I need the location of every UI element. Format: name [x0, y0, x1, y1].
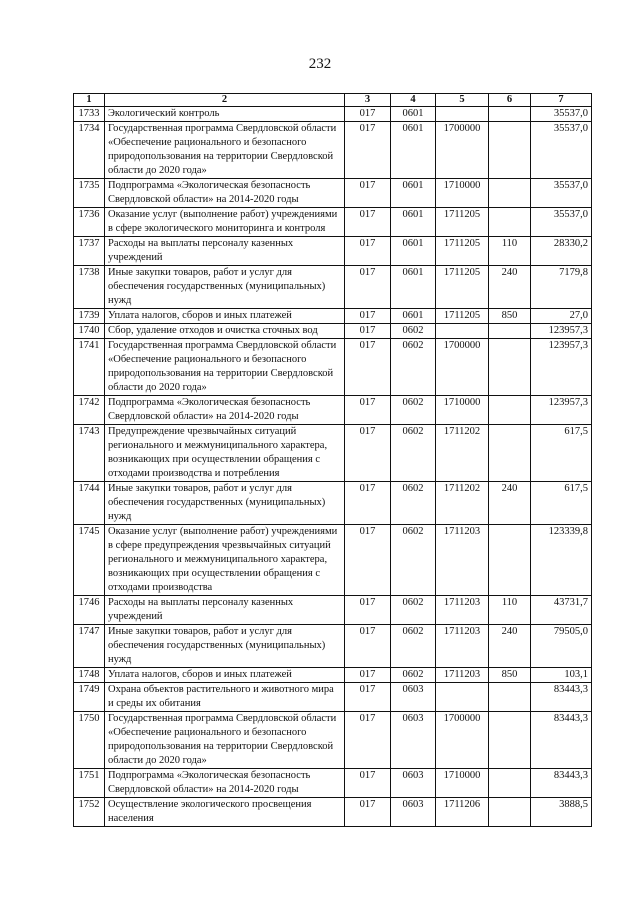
row-number: 1744: [74, 482, 105, 525]
row-code-4: 0603: [391, 712, 436, 769]
row-code-5: [436, 324, 489, 339]
row-code-6: [489, 769, 531, 798]
row-code-4: 0602: [391, 339, 436, 396]
row-name: Государственная программа Свердловской области «Обеспечение рационального и безопасного природопользования на территории Свердловской области до 2020 года»: [105, 339, 345, 396]
row-number: 1747: [74, 625, 105, 668]
row-code-6: 110: [489, 237, 531, 266]
row-code-5: 1711205: [436, 266, 489, 309]
row-amount: 83443,3: [531, 712, 592, 769]
row-code-4: 0602: [391, 425, 436, 482]
row-code-6: 240: [489, 482, 531, 525]
row-name: Расходы на выплаты персоналу казенных учреждений: [105, 237, 345, 266]
page-number: 232: [308, 56, 332, 72]
row-code-5: 1700000: [436, 122, 489, 179]
row-name: Охрана объектов растительного и животного мира и среды их обитания: [105, 683, 345, 712]
row-code-3: 017: [345, 668, 391, 683]
row-code-3: 017: [345, 769, 391, 798]
row-code-4: 0602: [391, 668, 436, 683]
row-code-3: 017: [345, 683, 391, 712]
row-code-5: [436, 683, 489, 712]
row-number: 1750: [74, 712, 105, 769]
row-amount: 83443,3: [531, 683, 592, 712]
table-row: [74, 712, 592, 769]
table-row: [74, 798, 592, 827]
row-code-4: 0601: [391, 309, 436, 324]
row-number: 1743: [74, 425, 105, 482]
row-code-3: 017: [345, 525, 391, 596]
row-code-3: 017: [345, 237, 391, 266]
table-row: [74, 237, 592, 266]
row-code-6: [489, 339, 531, 396]
row-name: Подпрограмма «Экологическая безопасность Свердловской области» на 2014-2020 годы: [105, 179, 345, 208]
row-code-5: 1711205: [436, 237, 489, 266]
row-code-4: 0601: [391, 237, 436, 266]
row-code-6: [489, 712, 531, 769]
row-code-3: 017: [345, 712, 391, 769]
row-code-3: 017: [345, 208, 391, 237]
row-code-3: 017: [345, 122, 391, 179]
row-name: Подпрограмма «Экологическая безопасность Свердловской области» на 2014-2020 годы: [105, 396, 345, 425]
row-name: Уплата налогов, сборов и иных платежей: [105, 668, 345, 683]
row-number: 1749: [74, 683, 105, 712]
header-col-7: 7: [531, 94, 592, 107]
row-code-6: [489, 208, 531, 237]
table-row: [74, 324, 592, 339]
table-row: [74, 625, 592, 668]
row-code-3: 017: [345, 625, 391, 668]
table-row: [74, 668, 592, 683]
row-code-5: 1700000: [436, 339, 489, 396]
table-header-row: [74, 94, 592, 107]
row-number: 1739: [74, 309, 105, 324]
row-number: 1745: [74, 525, 105, 596]
row-code-5: 1711203: [436, 668, 489, 683]
row-amount: 3888,5: [531, 798, 592, 827]
row-code-6: [489, 683, 531, 712]
table-row: [74, 208, 592, 237]
row-code-6: [489, 179, 531, 208]
row-code-3: 017: [345, 396, 391, 425]
row-code-3: 017: [345, 324, 391, 339]
row-code-5: 1711202: [436, 425, 489, 482]
row-code-6: 240: [489, 625, 531, 668]
row-code-5: 1711205: [436, 208, 489, 237]
table-row: [74, 122, 592, 179]
table-row: [74, 179, 592, 208]
row-code-4: 0602: [391, 396, 436, 425]
row-name: Расходы на выплаты персоналу казенных учреждений: [105, 596, 345, 625]
row-code-4: 0601: [391, 266, 436, 309]
row-code-5: 1700000: [436, 712, 489, 769]
row-code-5: 1711203: [436, 525, 489, 596]
row-number: 1751: [74, 769, 105, 798]
row-number: 1740: [74, 324, 105, 339]
row-code-6: 240: [489, 266, 531, 309]
header-col-5: 5: [436, 94, 489, 107]
row-name: Осуществление экологического просвещения населения: [105, 798, 345, 827]
table-row: [74, 769, 592, 798]
row-code-6: [489, 396, 531, 425]
header-col-2: 2: [105, 94, 345, 107]
row-name: Оказание услуг (выполнение работ) учреждениями в сфере предупреждения чрезвычайных ситуаций регионального и межмуниципального характера, возникающих при осуществлении обращения с отходами производства: [105, 525, 345, 596]
row-code-6: [489, 425, 531, 482]
row-name: Оказание услуг (выполнение работ) учреждениями в сфере экологического мониторинга и контроля: [105, 208, 345, 237]
row-amount: 35537,0: [531, 208, 592, 237]
row-code-4: 0601: [391, 122, 436, 179]
row-amount: 35537,0: [531, 107, 592, 122]
row-code-4: 0602: [391, 525, 436, 596]
row-code-6: 110: [489, 596, 531, 625]
row-code-5: 1710000: [436, 769, 489, 798]
row-code-5: 1711205: [436, 309, 489, 324]
row-code-3: 017: [345, 107, 391, 122]
row-amount: 7179,8: [531, 266, 592, 309]
row-name: Иные закупки товаров, работ и услуг для обеспечения государственных (муниципальных) нужд: [105, 266, 345, 309]
row-name: Иные закупки товаров, работ и услуг для обеспечения государственных (муниципальных) нужд: [105, 482, 345, 525]
row-name: Сбор, удаление отходов и очистка сточных вод: [105, 324, 345, 339]
row-code-6: [489, 798, 531, 827]
row-number: 1734: [74, 122, 105, 179]
row-code-3: 017: [345, 596, 391, 625]
row-name: Уплата налогов, сборов и иных платежей: [105, 309, 345, 324]
table-row: [74, 596, 592, 625]
row-amount: 617,5: [531, 425, 592, 482]
row-code-5: 1711203: [436, 625, 489, 668]
row-number: 1748: [74, 668, 105, 683]
row-amount: 28330,2: [531, 237, 592, 266]
row-number: 1733: [74, 107, 105, 122]
row-number: 1742: [74, 396, 105, 425]
row-number: 1738: [74, 266, 105, 309]
row-number: 1746: [74, 596, 105, 625]
row-number: 1741: [74, 339, 105, 396]
header-col-3: 3: [345, 94, 391, 107]
row-name: Предупреждение чрезвычайных ситуаций регионального и межмуниципального характера, возникающих при осуществлении обращения с отходами производства и потребления: [105, 425, 345, 482]
table-row: [74, 525, 592, 596]
row-code-6: [489, 525, 531, 596]
row-code-5: 1711203: [436, 596, 489, 625]
row-amount: 79505,0: [531, 625, 592, 668]
row-amount: 27,0: [531, 309, 592, 324]
row-code-4: 0602: [391, 625, 436, 668]
row-code-3: 017: [345, 179, 391, 208]
row-amount: 35537,0: [531, 179, 592, 208]
row-amount: 617,5: [531, 482, 592, 525]
row-amount: 123957,3: [531, 339, 592, 396]
row-code-4: 0602: [391, 482, 436, 525]
row-code-6: 850: [489, 309, 531, 324]
table-row: [74, 396, 592, 425]
header-col-4: 4: [391, 94, 436, 107]
row-number: 1737: [74, 237, 105, 266]
header-col-1: 1: [74, 94, 105, 107]
row-code-3: 017: [345, 482, 391, 525]
row-code-6: [489, 324, 531, 339]
row-code-4: 0602: [391, 596, 436, 625]
row-name: Подпрограмма «Экологическая безопасность Свердловской области» на 2014-2020 годы: [105, 769, 345, 798]
row-number: 1735: [74, 179, 105, 208]
table-row: [74, 266, 592, 309]
table-row: [74, 425, 592, 482]
row-code-5: [436, 107, 489, 122]
row-amount: 35537,0: [531, 122, 592, 179]
row-code-3: 017: [345, 339, 391, 396]
row-amount: 123957,3: [531, 324, 592, 339]
row-code-6: [489, 122, 531, 179]
row-code-3: 017: [345, 425, 391, 482]
row-amount: 83443,3: [531, 769, 592, 798]
row-number: 1752: [74, 798, 105, 827]
row-amount: 103,1: [531, 668, 592, 683]
row-code-3: 017: [345, 798, 391, 827]
row-code-5: 1711206: [436, 798, 489, 827]
row-code-4: 0601: [391, 107, 436, 122]
row-code-3: 017: [345, 266, 391, 309]
row-code-3: 017: [345, 309, 391, 324]
table-row: [74, 309, 592, 324]
table-row: [74, 482, 592, 525]
row-amount: 123339,8: [531, 525, 592, 596]
row-number: 1736: [74, 208, 105, 237]
row-code-5: 1711202: [436, 482, 489, 525]
table-row: [74, 683, 592, 712]
row-amount: 43731,7: [531, 596, 592, 625]
row-code-5: 1710000: [436, 396, 489, 425]
row-code-6: 850: [489, 668, 531, 683]
row-amount: 123957,3: [531, 396, 592, 425]
row-code-4: 0603: [391, 798, 436, 827]
row-name: Государственная программа Свердловской области «Обеспечение рационального и безопасного природопользования на территории Свердловской области до 2020 года»: [105, 712, 345, 769]
row-name: Государственная программа Свердловской области «Обеспечение рационального и безопасного природопользования на территории Свердловской области до 2020 года»: [105, 122, 345, 179]
budget-table: [73, 93, 592, 827]
row-code-4: 0601: [391, 179, 436, 208]
row-code-6: [489, 107, 531, 122]
row-name: Иные закупки товаров, работ и услуг для обеспечения государственных (муниципальных) нужд: [105, 625, 345, 668]
row-code-4: 0601: [391, 208, 436, 237]
table-row: [74, 107, 592, 122]
row-code-4: 0603: [391, 683, 436, 712]
row-code-4: 0603: [391, 769, 436, 798]
table-row: [74, 339, 592, 396]
row-code-5: 1710000: [436, 179, 489, 208]
row-name: Экологический контроль: [105, 107, 345, 122]
header-col-6: 6: [489, 94, 531, 107]
row-code-4: 0602: [391, 324, 436, 339]
